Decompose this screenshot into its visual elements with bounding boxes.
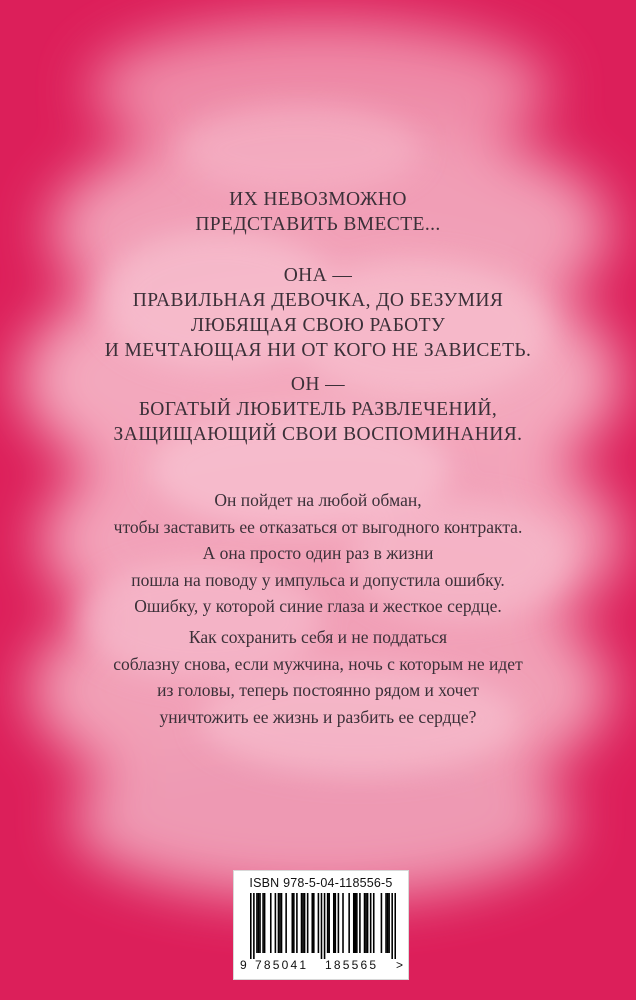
blurb-line: уничтожить ее жизнь и разбить ее сердце?	[159, 706, 477, 727]
blurb-paragraph-1	[0, 487, 636, 620]
barcode-bar	[264, 893, 266, 953]
barcode-bar	[253, 893, 255, 959]
barcode-bar	[391, 893, 393, 959]
barcode-bar	[373, 893, 375, 953]
barcode-bar	[356, 893, 358, 953]
barcode-bar	[333, 893, 335, 953]
barcode-bar	[327, 893, 329, 953]
barcode-first-digit: 9	[240, 958, 247, 972]
barcode-bar	[311, 893, 313, 953]
barcode-bar	[338, 893, 340, 953]
she-line: И МЕЧТАЮЩАЯ НИ ОТ КОГО НЕ ЗАВИСЕТЬ.	[104, 340, 532, 361]
barcode-bar	[259, 893, 261, 953]
barcode-bar	[353, 893, 355, 953]
barcode-bar	[285, 893, 287, 953]
blurb-line: Ошибку, у которой синие глаза и жесткое сердце.	[134, 596, 502, 616]
isbn-label: ISBN 978-5-04-118556-5	[249, 876, 393, 890]
barcode-bar	[313, 893, 315, 953]
barcode-bar	[388, 893, 390, 953]
barcode-bar	[279, 893, 281, 953]
blurb-line: пошла на поводу у импульса и допустила ошибку.	[131, 569, 505, 590]
he-description	[0, 372, 636, 447]
headline-line: ИХ НЕВОЗМОЖНО	[229, 189, 407, 210]
he-line: ОН —	[290, 374, 346, 395]
barcode-bar	[275, 893, 277, 953]
barcode-bar	[262, 893, 264, 953]
barcode-bar	[328, 893, 330, 953]
barcode-bars	[250, 893, 396, 959]
barcode-bar	[301, 893, 303, 953]
barcode-bar	[324, 893, 326, 959]
barcode-bar	[387, 893, 389, 953]
barcode-bar	[385, 893, 387, 953]
he-line: БОГАТЫЙ ЛЮБИТЕЛЬ РАЗВЛЕЧЕНИЙ,	[138, 399, 498, 420]
barcode-left-digits: 785041	[255, 958, 309, 972]
barcode-bar	[293, 893, 295, 953]
barcode-bar	[364, 893, 366, 953]
barcode-bar	[278, 893, 280, 953]
barcode-bar	[291, 893, 293, 953]
barcode-bar	[321, 893, 323, 959]
blurb-line: Как сохранить себя и не поддаться	[188, 627, 448, 647]
he-line: ЗАЩИЩАЮЩИЙ СВОИ ВОСПОМИНАНИЯ.	[113, 424, 523, 445]
blurb-line: соблазну снова, если мужчина, ночь с которым не идет	[113, 653, 523, 674]
blurb-line: из головы, теперь постоянно рядом и хочет	[157, 680, 479, 700]
barcode-bar	[318, 893, 320, 953]
barcode-bar	[307, 893, 309, 953]
she-line: ПРАВИЛЬНАЯ ДЕВОЧКА, ДО БЕЗУМИЯ	[132, 290, 504, 311]
blurb-paragraph-2	[0, 624, 636, 730]
barcode-bar	[256, 893, 258, 953]
isbn-barcode	[233, 870, 409, 980]
barcode-right-digits: 185565	[325, 958, 379, 972]
headline	[0, 187, 636, 237]
blurb-line: А она просто один раз в жизни	[202, 543, 434, 563]
barcode-bar	[381, 893, 383, 953]
barcode-bar	[342, 893, 344, 953]
barcode-bar	[394, 893, 396, 959]
blurb-line: чтобы заставить ее отказаться от выгодного контракта.	[113, 516, 523, 537]
blurb-line: Он пойдет на любой обман,	[214, 490, 422, 510]
barcode-bar	[258, 893, 260, 953]
barcode-bar	[367, 893, 369, 953]
she-line: ОНА —	[283, 265, 353, 286]
barcode-bar	[370, 893, 372, 953]
barcode-bar	[335, 893, 337, 953]
she-line: ЛЮБЯЩАЯ СВОЮ РАБОТУ	[190, 315, 446, 336]
barcode-bar	[348, 893, 350, 953]
barcode-bar	[355, 893, 357, 953]
barcode-bar	[296, 893, 298, 953]
she-description	[0, 263, 636, 363]
barcode-bar	[359, 893, 361, 953]
barcode-bar	[365, 893, 367, 953]
barcode-bar	[281, 893, 283, 953]
barcode-bar	[270, 893, 272, 953]
barcode-bar	[250, 893, 252, 959]
barcode-bar	[302, 893, 304, 953]
headline-line: ПРЕДСТАВИТЬ ВМЕСТЕ...	[195, 214, 441, 235]
barcode-arrow: >	[396, 958, 404, 972]
barcode-bar	[304, 893, 306, 953]
